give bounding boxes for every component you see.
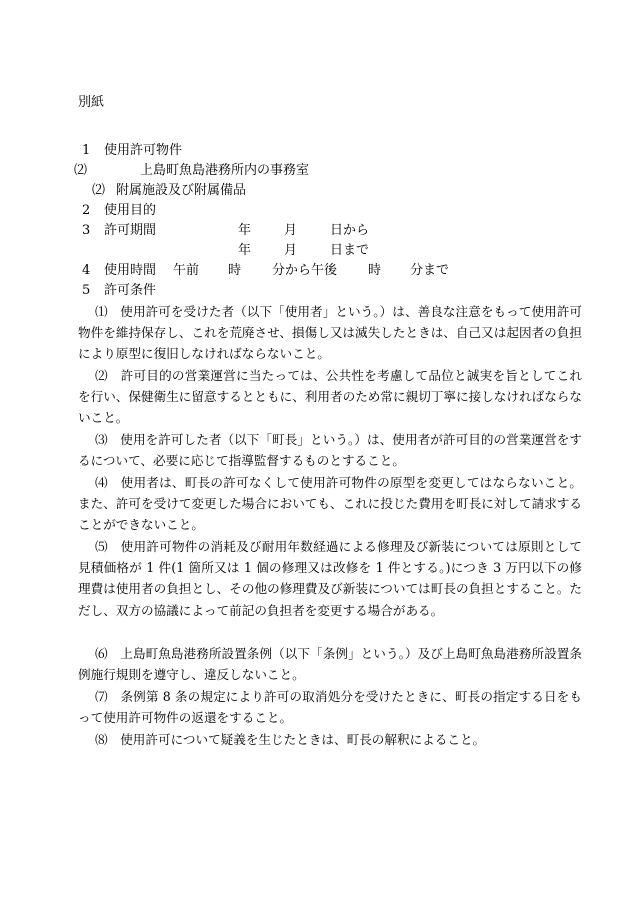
item-label: 許可条件	[104, 283, 157, 298]
month-field: 月	[284, 223, 298, 238]
item-number: 3	[82, 223, 91, 238]
item-number: 2	[82, 203, 91, 218]
item-label: 使用許可物件	[104, 143, 183, 158]
day-from-field: 日から	[330, 223, 370, 238]
sub-text: 附属施設及び附属備品	[116, 183, 247, 198]
condition-3: ⑶ 使用を許可した者（以下「町長」という。）は、使用者が許可目的の営業運営をするについて、必要に応じて指導監督するものとすること。	[78, 432, 582, 469]
minute-field: 分まで	[410, 263, 450, 278]
sub-number: ⑵	[74, 163, 88, 178]
item-label: 使用目的	[104, 203, 157, 218]
day-until-field: 日まで	[330, 243, 370, 258]
hour-field: 時	[368, 263, 382, 278]
condition-5: ⑸ 使用許可物件の消耗及び耐用年数経過による修理及び新装については原則として見積価格が 1 件(1 箇所又は 1 個の修理又は改修を 1 件とする。)につき 3 万円以下の修理費は使用者の負担とし、その他の修理費及び新装については町長の負担とすること。ただし、双方の協議によって前記の負担者を変更する場合がある。	[78, 539, 582, 618]
attachment-label: 別紙	[78, 95, 105, 110]
sub-text: 上島町魚島港務所内の事務室	[140, 163, 310, 178]
item-number: 4	[82, 263, 91, 278]
condition-4: ⑷ 使用者は、町長の許可なくして使用許可物件の原型を変更してはならないこと。また、許可を受けて変更した場合においても、これに投じた費用を町長に対して請求することができないこと。	[78, 475, 582, 533]
am-label: 午前	[173, 263, 200, 278]
sub-number: ⑵	[92, 183, 106, 198]
condition-2: ⑵ 許可目的の営業運営に当たっては、公共性を考慮して品位と誠実を旨としてこれを行い、保健衛生に留意するとともに、利用者のため常に親切丁寧に接しなければならないこと。	[78, 368, 582, 426]
item-number: 1	[82, 143, 91, 158]
item-label: 許可期間	[104, 223, 157, 238]
item-label: 使用時間	[104, 263, 157, 278]
month-field: 月	[284, 243, 298, 258]
item-number: 5	[82, 283, 91, 298]
condition-8: ⑻ 使用許可について疑義を生じたときは、町長の解釈によること。	[95, 732, 486, 747]
hour-field: 時	[228, 263, 242, 278]
year-field: 年	[238, 223, 252, 238]
condition-7: ⑺ 条例第 8 条の規定により許可の取消処分を受けたときに、町長の指定する日をもって使用許可物件の返還をすること。	[78, 689, 582, 726]
year-field: 年	[238, 243, 252, 258]
condition-6: ⑹ 上島町魚島港務所設置条例（以下「条例」という。）及び上島町魚島港務所設置条例施行規則を遵守し、違反しないこと。	[78, 646, 582, 683]
condition-1: ⑴ 使用許可を受けた者（以下「使用者」という。）は、善良な注意をもって使用許可物件を維持保存し、これを荒廃させ、損傷し又は滅失したときは、自己又は起因者の負担により原型に復旧しなければならないこと。	[78, 304, 582, 362]
pm-label: 分から午後	[272, 263, 338, 278]
